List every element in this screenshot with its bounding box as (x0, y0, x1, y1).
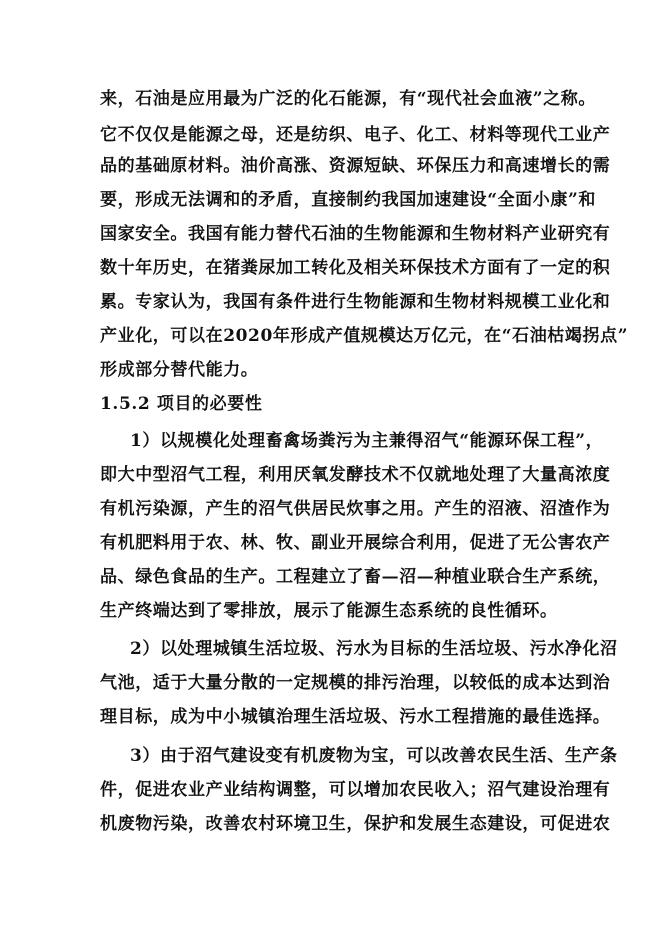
paragraph-line: 形成部分替代能力。 (100, 360, 259, 380)
paragraph-line: 理目标，成为中小城镇治理生活垃圾、污水工程措施的最佳选择。 (100, 707, 611, 727)
paragraph-line: 有机肥料用于农、林、牧、副业开展综合利用，促进了无公害农产 (100, 533, 611, 553)
paragraph-line: 机废物污染，改善农村环境卫生，保护和发展生态建设，可促进农 (100, 814, 611, 834)
paragraph-line: 来，石油是应用最为广泛的化石能源，有“现代社会血液”之称。 (100, 89, 596, 109)
paragraph-line: 数十年历史，在猪粪尿加工转化及相关环保技术方面有了一定的积 (100, 258, 611, 278)
paragraph-line: 1）以规模化处理畜禽场粪污为主兼得沼气“能源环保工程”， (130, 431, 604, 451)
paragraph-line: 件，促进农业产业结构调整，可以增加农民收入；沼气建设治理有 (100, 780, 611, 800)
paragraph-line: 累。专家认为，我国有条件进行生物能源和生物材料规模工业化和 (100, 292, 611, 312)
paragraph-line: 国家安全。我国有能力替代石油的生物能源和生物材料产业研究有 (100, 224, 611, 244)
paragraph-line: 2）以处理城镇生活垃圾、污水为目标的生活垃圾、污水净化沼 (130, 639, 618, 659)
paragraph-line: 即大中型沼气工程，利用厌氧发酵技术不仅就地处理了大量高浓度 (100, 465, 611, 485)
paragraph-line: 气池，适于大量分散的一定规模的排污治理，以较低的成本达到治 (100, 673, 611, 693)
paragraph-line: 产业化，可以在2020年形成产值规模达万亿元，在“石油枯竭拐点” (100, 326, 629, 346)
paragraph-line: 品的基础原材料。油价高涨、资源短缺、环保压力和高速增长的需 (100, 156, 611, 176)
paragraph-line: 3）由于沼气建设变有机废物为宝，可以改善农民生活、生产条 (130, 746, 618, 766)
paragraph-line: 品、绿色食品的生产。工程建立了畜—沼—种植业联合生产系统， (100, 567, 611, 587)
paragraph-line: 它不仅仅是能源之母，还是纺织、电子、化工、材料等现代工业产 (100, 125, 611, 145)
paragraph-line: 生产终端达到了零排放，展示了能源生态系统的良性循环。 (100, 601, 558, 621)
paragraph-line: 要，形成无法调和的矛盾，直接制约我国加速建设“全面小康”和 (100, 190, 596, 210)
section-heading: 1.5.2 项目的必要性 (100, 394, 263, 414)
paragraph-line: 有机污染源，产生的沼气供居民炊事之用。产生的沼液、沼渣作为 (100, 499, 611, 519)
